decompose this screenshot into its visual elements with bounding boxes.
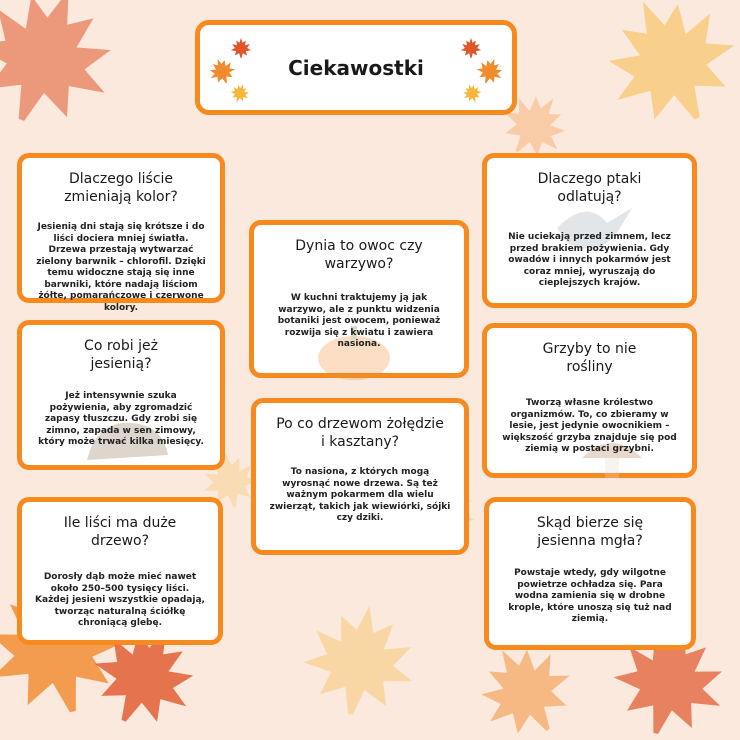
- maple-leaf-icon: [0, 0, 120, 130]
- fact-card-leaves: [17, 153, 225, 313]
- maple-leaf-icon: [470, 640, 580, 740]
- fact-card-title: Ile liści ma duże drzewo?: [63, 515, 177, 549]
- fact-card-title: Skąd bierze się jesienna mgła?: [536, 515, 644, 549]
- maple-leaf-icon: [476, 57, 504, 85]
- title-banner: [195, 20, 517, 115]
- fact-card-tree: [17, 497, 223, 645]
- fact-card-title: Dlaczego liście zmieniają kolor?: [64, 171, 178, 205]
- maple-leaf-icon: [460, 37, 482, 59]
- fact-card-text: Jeż intensywnie szuka pożywienia, aby zgromadzić zapasy tłuszczu. Gdy zrobi się zimno, zapada w sen zimowy, który może trwać kilka miesięcy.: [38, 391, 204, 447]
- fact-card-text: Jesienią dni stają się krótsze i do liści dociera mniej światła. Drzewa przestają wytwarzać zielony barwnik – chlorofil. Dzięki temu widoczne stają się inne barwniki, które nadają liściom żółte, pomarańczowe i czerwone kolory.: [36, 222, 206, 313]
- maple-leaf-icon: [462, 83, 482, 103]
- fact-card-text: Tworzą własne królestwo organizmów. To, co zbieramy w lesie, jest jedynie owocnikiem – większość grzyba znajduje się pod ziemią w postaci grzybni.: [502, 398, 677, 454]
- fact-card-text: W kuchni traktujemy ją jak warzywo, ale z punktu widzenia botaniki jest owocem, ponieważ rozwija się z kwiatu i zawiera nasiona.: [277, 293, 441, 349]
- fact-card-mushrooms: [482, 323, 697, 478]
- fact-card-title: Dlaczego ptaki odlatują?: [537, 171, 642, 205]
- maple-leaf-icon: [300, 600, 420, 720]
- maple-leaf-icon: [600, 0, 740, 130]
- fact-card-text: Powstaje wtedy, gdy wilgotne powietrze ochładza się. Para wodna zamienia się w drobne krople, które unoszą się tuż nad ziemią.: [508, 568, 672, 624]
- fact-card-text: Dorosły dąb może mieć nawet około 250–500 tysięcy liści. Każdej jesieni wszystkie opadają, tworząc naturalną ściółkę chroniącą glebę.: [35, 572, 205, 628]
- fact-card-birds: [482, 153, 697, 308]
- fact-card-text: To nasiona, z których mogą wyrosnąć nowe drzewa. Są też ważnym pokarmem dla wielu zwierząt, takich jak wiewiórki, sójki czy dziki.: [269, 467, 451, 523]
- fact-card-hedgehog: [17, 320, 225, 470]
- fact-card-fog: [484, 497, 696, 650]
- fact-card-title: Grzyby to nie rośliny: [542, 341, 637, 375]
- fact-card-title: Co robi jeż jesienią?: [84, 338, 158, 372]
- maple-leaf-icon: [230, 83, 250, 103]
- maple-leaf-icon: [208, 57, 236, 85]
- fact-card-pumpkin: [249, 220, 469, 378]
- fact-card-text: Nie uciekają przed zimnem, lecz przed brakiem pożywienia. Gdy owadów i innych pokarmów jest coraz mniej, wyruszają do cieplejszych krajów.: [508, 232, 671, 288]
- maple-leaf-icon: [230, 37, 252, 59]
- page-title: Ciekawostki: [288, 55, 424, 80]
- fact-card-title: Dynia to owoc czy warzywo?: [295, 238, 423, 272]
- fact-card-acorns: [251, 398, 469, 555]
- fact-card-title: Po co drzewom żołędzie i kasztany?: [276, 416, 444, 450]
